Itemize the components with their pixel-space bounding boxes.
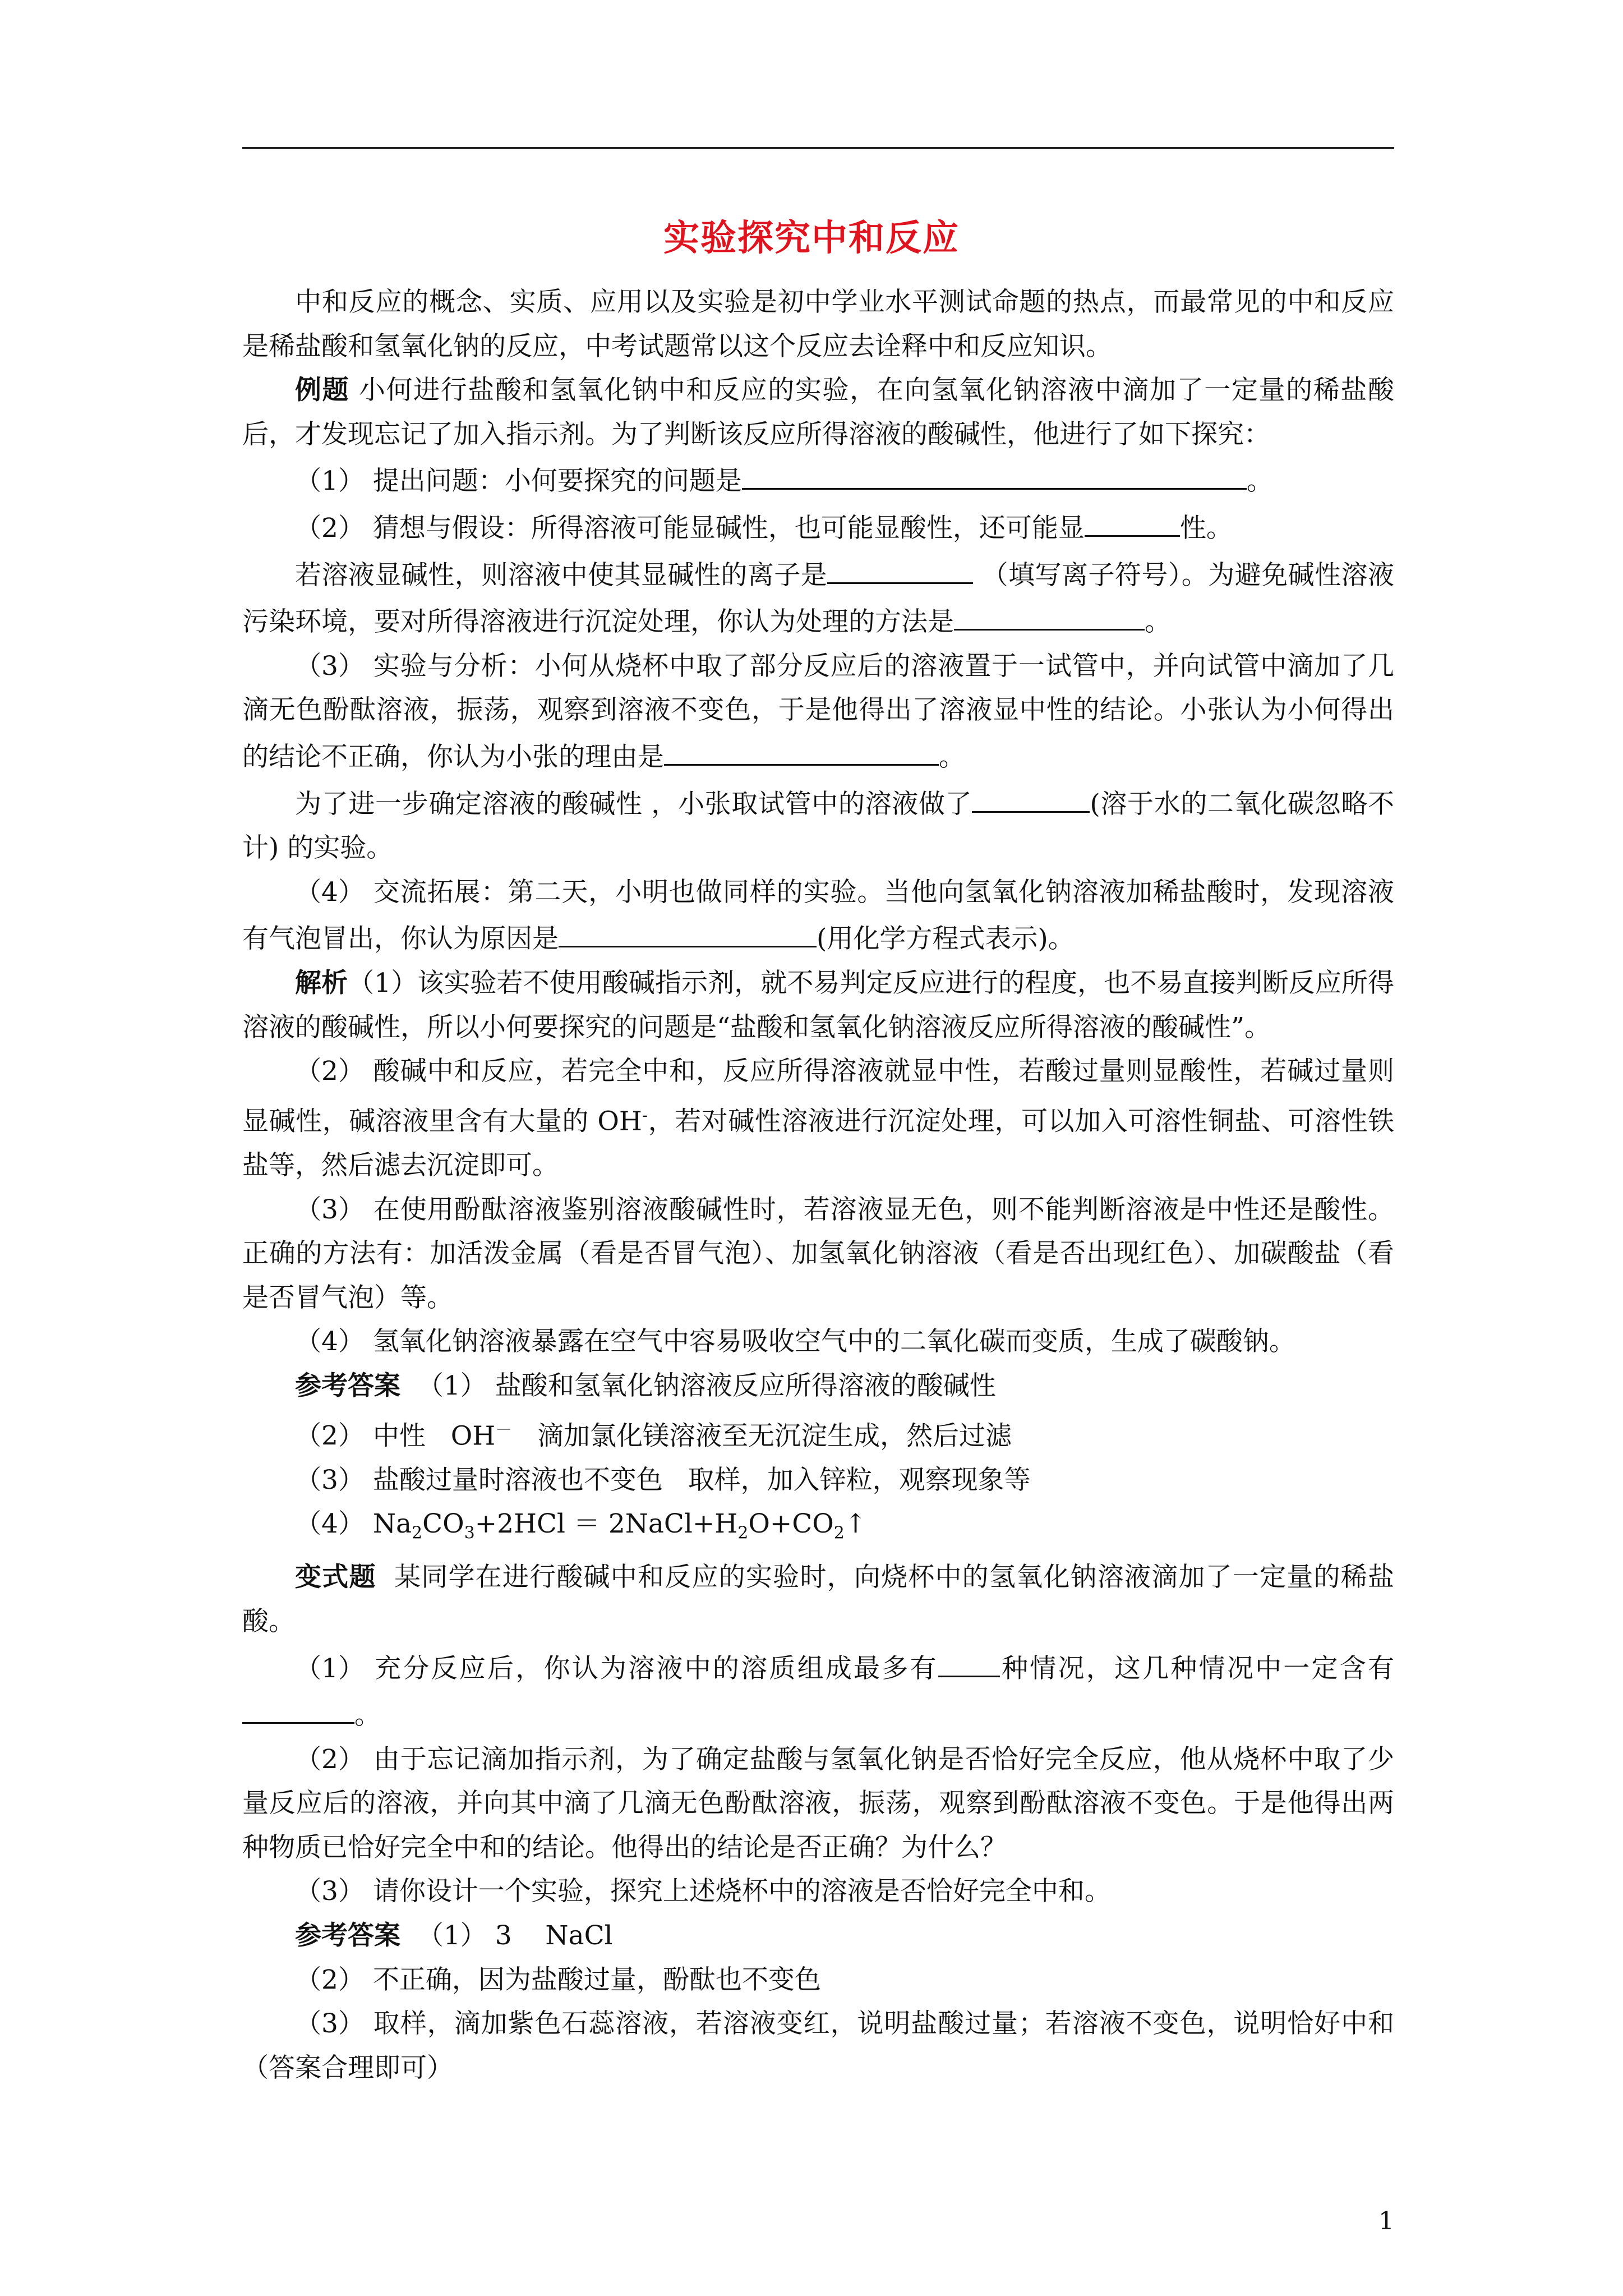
answer2-r1: 参考答案 （1） 3 NaCl xyxy=(295,1920,613,1952)
answer1-r2: （2） 中性 OH－ 滴加氯化镁溶液至无沉淀生成，然后过滤 xyxy=(295,1420,1012,1452)
answer-label: 参考答案 xyxy=(295,1920,400,1952)
answer-blank xyxy=(742,457,1247,490)
analysis-label: 解析 xyxy=(295,967,348,999)
example-q3: （3） 实验与分析：小何从烧杯中取了部分反应后的溶液置于一试管中，并向试管中滴加了几滴无色酚酞溶液，振荡，观察到溶液不变色，于是他得出了溶液显中性的结论。小张认为小何得出的结论不正确，你认为小张的理由是 。 xyxy=(242,650,1394,772)
intro-paragraph: 中和反应的概念、实质、应用以及实验是初中学业水平测试命题的热点，而最常见的中和反应是稀盐酸和氢氧化钠的反应，中考试题常以这个反应去诠释中和反应知识。 xyxy=(242,287,1394,362)
answer1-r3: （3） 盐酸过量时溶液也不变色 取样，加入锌粒，观察现象等 xyxy=(295,1464,1031,1496)
example-q2b: 若溶液显碱性，则溶液中使其显碱性的离子是 （填写离子符号）。为避免碱性溶液污染环境，要对所得溶液进行沉淀处理，你认为处理的方法是 。 xyxy=(242,551,1394,645)
example-q1: （1） 提出问题：小何要探究的问题是 。 xyxy=(242,457,1394,504)
answer2-r3: （3） 取样，滴加紫色石蕊溶液，若溶液变红，说明盐酸过量；若溶液不变色，说明恰好中和（答案合理即可） xyxy=(242,2008,1394,2083)
variant-q3: （3） 请你设计一个实验，探究上述烧杯中的溶液是否恰好完全中和。 xyxy=(295,1876,1111,1907)
answer-blank xyxy=(972,780,1090,813)
page-title: 实验探究中和反应 xyxy=(663,217,960,259)
example-q2: （2） 猜想与假设：所得溶液可能显碱性，也可能显酸性，还可能显 性。 xyxy=(242,504,1394,551)
example-stem: 例题 小何进行盐酸和氢氧化钠中和反应的实验，在向氢氧化钠溶液中滴加了一定量的稀盐酸后，才发现忘记了加入指示剂。为了判断该反应所得溶液的酸碱性，他进行了如下探究： xyxy=(242,375,1395,450)
variant-stem: 变式题 某同学在进行酸碱中和反应的实验时，向烧杯中的氢氧化钠溶液滴加了一定量的稀盐酸。 xyxy=(242,1562,1394,1637)
analysis-3: （3） 在使用酚酞溶液鉴别溶液酸碱性时，若溶液显无色，则不能判断溶液是中性还是酸性。正确的方法有：加活泼金属（看是否冒气泡）、加氢氧化钠溶液（看是否出现红色）、加碳酸盐（看是否冒气泡）等。 xyxy=(242,1194,1394,1313)
example-label: 例题 xyxy=(295,375,350,406)
example-q4: （4） 交流拓展：第二天，小明也做同样的实验。当他向氢氧化钠溶液加稀盐酸时，发现溶液有气泡冒出，你认为原因是 (用化学方程式表示)。 xyxy=(242,876,1394,955)
answer2-r2: （2） 不正确，因为盐酸过量，酚酞也不变色 xyxy=(295,1964,821,1995)
chemical-equation: $Na_2CO_3+2HCl$ ＝ $2NaCl+H_2O+CO_2↑$ xyxy=(372,1508,867,1543)
example-q3b: 为了进一步确定溶液的酸碱性 ，小张取试管中的溶液做了 (溶于水的二氧化碳忽略不计) 的实验。 xyxy=(242,780,1394,871)
answer-blank xyxy=(1085,504,1180,537)
answer1-r4: （4） $Na_2CO_3+2HCl$ ＝ $2NaCl+H_2O+CO_2↑$ xyxy=(295,1508,867,1543)
header-rule xyxy=(242,147,1394,149)
variant-label: 变式题 xyxy=(295,1562,376,1593)
analysis-2: （2） 酸碱中和反应，若完全中和，反应所得溶液就显中性，若酸过量则显酸性，若碱过量则显碱性，碱溶液里含有大量的 OH-，若对碱性溶液进行沉淀处理，可以加入可溶性铜盐、可溶性铁盐等，然后滤去沉淀即可。 xyxy=(242,1056,1394,1181)
variant-q1: （1） 充分反应后，你认为溶液中的溶质组成最多有 种情况，这几种情况中一定含有。 xyxy=(242,1644,1394,1738)
answer-blank xyxy=(938,1644,1000,1677)
answer-blank xyxy=(827,551,973,584)
answer-blank xyxy=(242,1691,354,1724)
page-number: 1 xyxy=(1378,2207,1394,2235)
answer1-r1: 参考答案 （1） 盐酸和氢氧化钠溶液反应所得溶液的酸碱性 xyxy=(295,1370,996,1401)
analysis-1: 解析（1）该实验若不使用酸碱指示剂，就不易判定反应进行的程度，也不易直接判断反应所得溶液的酸碱性，所以小何要探究的问题是“盐酸和氢氧化钠溶液反应所得溶液的酸碱性”。 xyxy=(242,967,1394,1043)
variant-q2: （2） 由于忘记滴加指示剂，为了确定盐酸与氢氧化钠是否恰好完全反应，他从烧杯中取了少量反应后的溶液，并向其中滴了几滴无色酚酞溶液，振荡，观察到酚酞溶液不变色。于是他得出两种物质已恰好完全中和的结论。他得出的结论是否正确？为什么？ xyxy=(242,1743,1394,1863)
answer-blank xyxy=(954,597,1145,631)
answer-blank xyxy=(559,914,817,947)
analysis-4: （4） 氢氧化钠溶液暴露在空气中容易吸收空气中的二氧化碳而变质，生成了碳酸钠。 xyxy=(295,1326,1295,1358)
document-body xyxy=(242,280,1394,2090)
answer-blank xyxy=(664,733,939,766)
answer-label: 参考答案 xyxy=(295,1370,400,1401)
